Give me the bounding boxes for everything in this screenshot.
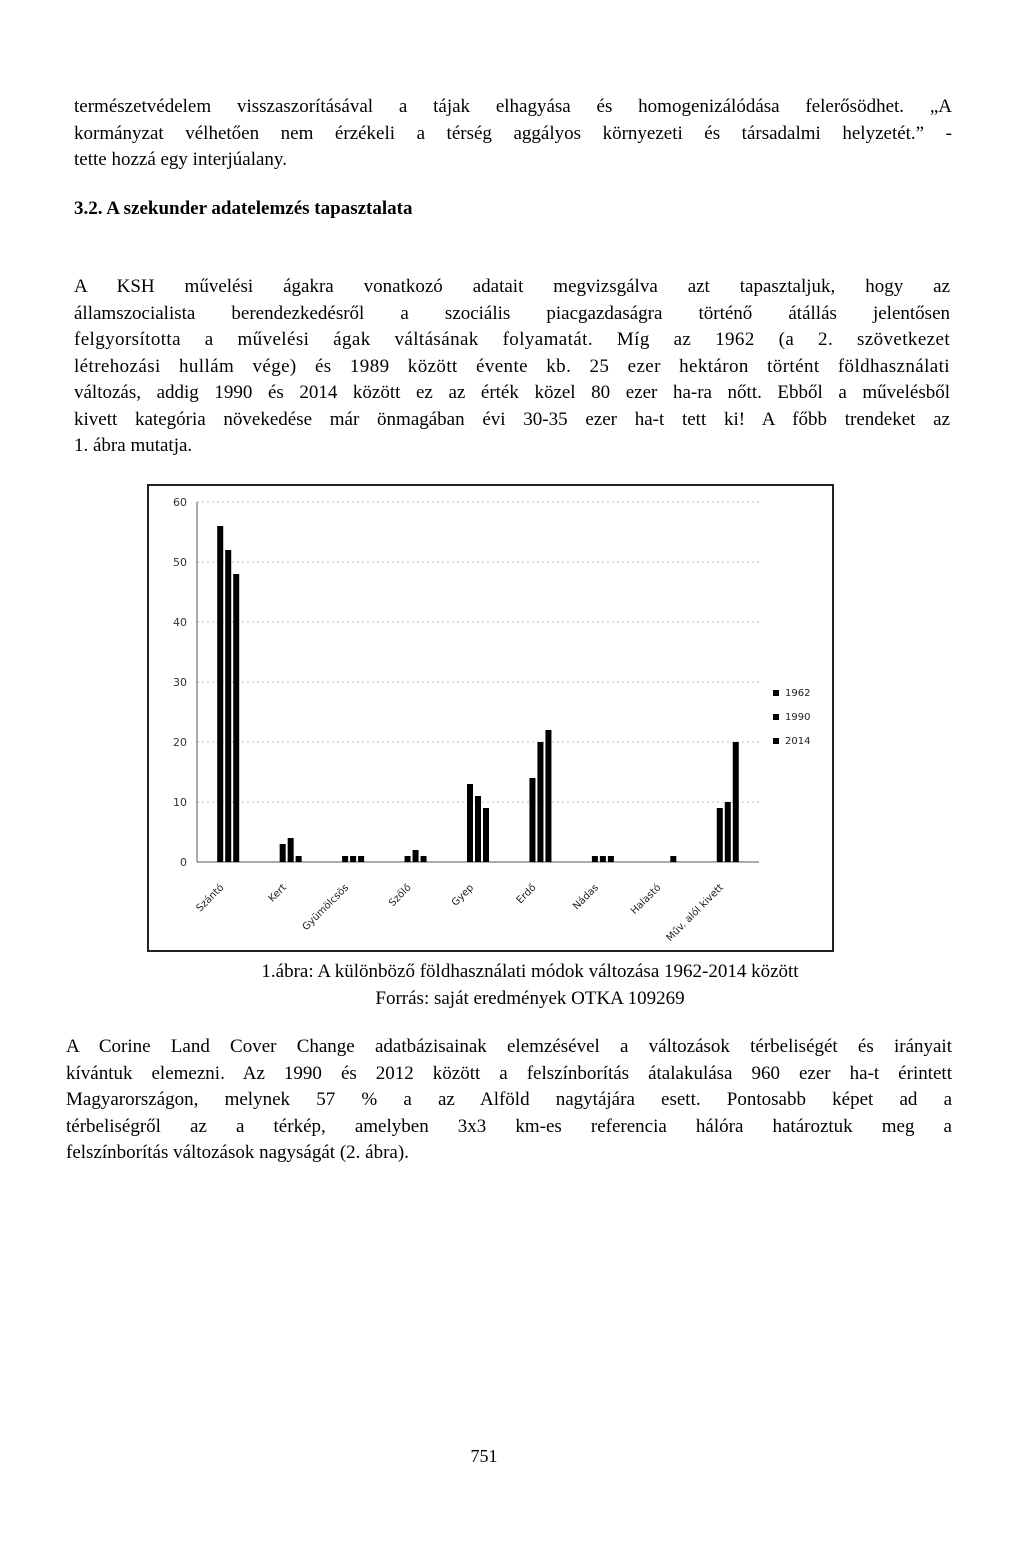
- caption-source: Forrás: saját eredmények OTKA 109269: [375, 988, 685, 1009]
- land-use-bar-chart: [147, 484, 834, 952]
- section-heading: 3.2. A szekunder adatelemzés tapasztalata: [74, 198, 413, 219]
- text-line: A Corine Land Cover Change adatbázisainak elemzésével a változások térbeliségét és irányait: [66, 1036, 952, 1057]
- text-line: térbeliségről az a térkép, amelyben 3x3 km-es referencia hálóra határoztuk meg a: [66, 1115, 952, 1137]
- bar-1990: [413, 850, 419, 862]
- x-category-label: Gyep: [449, 882, 477, 909]
- x-category-label: Halastó: [628, 882, 664, 917]
- x-category-label: Szőlő: [387, 882, 414, 909]
- bar-2014: [421, 856, 427, 862]
- paragraph-corine: [66, 1034, 952, 1167]
- bar-1990: [537, 742, 543, 862]
- bar-2014: [545, 730, 551, 862]
- x-category-label: Gyümölcsös: [300, 882, 352, 934]
- text-line: Magyarországon, melynek 57 % a az Alföld nagytájára esett. Pontosabb képet ad a: [66, 1089, 952, 1110]
- text-line: változás, addig 1990 és 2014 között ez az érték közel 80 ezer ha-ra nőtt. Ebből a művelésből: [74, 382, 950, 403]
- bar-1962: [467, 784, 473, 862]
- y-tick-label: 50: [173, 556, 187, 569]
- bar-1990: [350, 856, 356, 862]
- bar-1962: [529, 778, 535, 862]
- bar-2014: [483, 808, 489, 862]
- figure-caption: [150, 958, 910, 1012]
- text-line: kormányzat vélhetően nem érzékeli a térség aggályos környezeti és társadalmi helyzetét.” -: [74, 122, 952, 144]
- bar-1962: [280, 844, 286, 862]
- bar-1962: [717, 808, 723, 862]
- text-line: tette hozzá egy interjúalany.: [74, 149, 287, 170]
- text-line: kívántuk elemezni. Az 1990 és 2012 között a felszínborítás átalakulása 960 ezer ha-t érintett: [66, 1062, 952, 1084]
- legend-label: 2014: [785, 736, 811, 747]
- y-tick-label: 60: [173, 496, 187, 509]
- bar-2014: [296, 856, 302, 862]
- bar-1990: [725, 802, 731, 862]
- chart-canvas: [149, 486, 832, 950]
- bar-2014: [233, 574, 239, 862]
- bar-1962: [592, 856, 598, 862]
- legend-swatch: [773, 690, 779, 696]
- bar-1962: [217, 526, 223, 862]
- y-tick-label: 30: [173, 676, 187, 689]
- caption-title: 1.ábra: A különböző földhasználati módok változása 1962-2014 között: [261, 961, 799, 982]
- x-category-label: Kert: [266, 882, 289, 905]
- bar-1990: [600, 856, 606, 862]
- x-category-label: Műv. alól kivett: [664, 882, 726, 944]
- bar-2014: [608, 856, 614, 862]
- legend-swatch: [773, 738, 779, 744]
- text-line: 1. ábra mutatja.: [74, 435, 193, 456]
- paragraph-intro: [74, 94, 952, 174]
- bar-1962: [405, 856, 411, 862]
- text-line: felgyorsította a művelési ágak váltásának folyamatát. Míg az 1962 (a 2. szövetkezet: [74, 329, 950, 350]
- bar-1962: [342, 856, 348, 862]
- text-line: A KSH művelési ágakra vonatkozó adatait megvizsgálva azt tapasztaljuk, hogy az: [74, 276, 950, 297]
- bar-1990: [475, 796, 481, 862]
- y-tick-label: 10: [173, 796, 187, 809]
- bar-2014: [733, 742, 739, 862]
- y-tick-label: 40: [173, 616, 187, 629]
- text-line: létrehozási hullám vége) és 1989 között évente kb. 25 ezer hektáron történt földhasználati: [74, 355, 950, 377]
- x-category-label: Erdő: [514, 882, 539, 907]
- text-line: kivett kategória növekedése már önmagában évi 30-35 ezer ha-t tett ki! A főbb trendeket az: [74, 408, 950, 430]
- text-line: felszínborítás változások nagyságát (2. ábra).: [66, 1142, 409, 1163]
- x-category-label: Szántó: [194, 882, 227, 915]
- paragraph-ksh-analysis: [74, 274, 950, 460]
- text-line: természetvédelem visszaszorításával a tájak elhagyása és homogenizálódása felerősödhet. „A: [74, 96, 952, 117]
- y-tick-label: 20: [173, 736, 187, 749]
- bar-1990: [288, 838, 294, 862]
- y-tick-label: 0: [180, 856, 187, 869]
- legend-label: 1990: [785, 712, 811, 723]
- legend-label: 1962: [785, 688, 811, 699]
- bar-2014: [358, 856, 364, 862]
- x-category-label: Nádas: [571, 882, 602, 913]
- bar-2014: [670, 856, 676, 862]
- bar-1990: [225, 550, 231, 862]
- legend-swatch: [773, 714, 779, 720]
- page-number: 751: [470, 1446, 498, 1466]
- text-line: államszocialista berendezkedésről a szociális piacgazdaságra történő átállás jelentősen: [74, 302, 950, 324]
